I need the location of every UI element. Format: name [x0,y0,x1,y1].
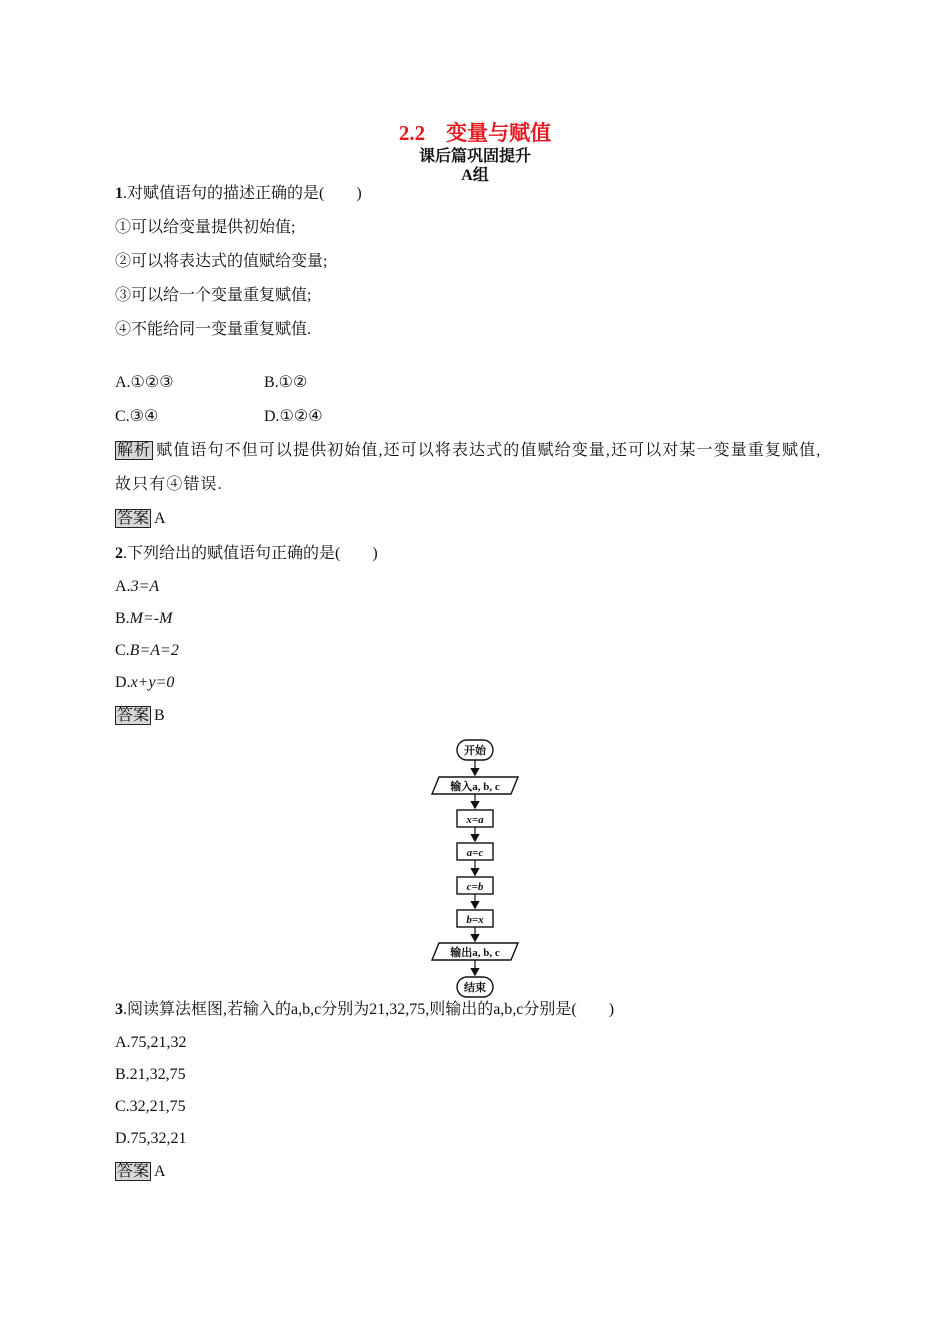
question-1-number: 1 [115,185,123,202]
statement-1: ①可以给变量提供初始值; [115,219,296,236]
option-c: C.③④ [115,408,159,425]
statement-2: ②可以将表达式的值赋给变量; [115,253,328,270]
option-text: M=-M [129,610,173,627]
analysis-text: 赋值语句不但可以提供初始值,还可以将表达式的值赋给变量,还可以对某一变量重复赋值,故只有④错误. [115,442,822,493]
question-3-text: .阅读算法框图,若输入的a,b,c分别为21,32,75,则输出的a,b,c分别是( ) [123,1001,615,1018]
option-label: B. [115,610,130,627]
answer-value: A [154,1163,166,1180]
answer-value: B [154,707,165,724]
option-text: 3=A [130,578,160,595]
option-b: B.①② [264,374,308,391]
answer-tag: 答案 [117,707,150,724]
page-subtitle: 课后篇巩固提升 [418,148,531,165]
question-1-text: .对赋值语句的描述正确的是( ) [123,185,362,202]
option-text: B=A=2 [129,642,179,659]
answer-tag: 答案 [117,510,150,527]
q3-option-a: A.75,21,32 [115,1034,187,1051]
flow-step-1-label: x=a [466,814,484,826]
statement-3: ③可以给一个变量重复赋值; [115,287,312,304]
question-3-number: 3 [115,1001,123,1018]
answer-value: A [154,510,166,527]
flow-start-label: 开始 [464,745,486,757]
option-d: D.①②④ [264,408,323,425]
q3-option-d: D.75,32,21 [115,1130,187,1147]
option-label: D. [115,674,131,691]
flow-step-2-label: a=c [466,847,484,859]
option-a: A.①②③ [115,374,174,391]
flow-output-label: 输出a, b, c [450,947,500,959]
flow-step-4-label: b=x [466,914,484,926]
group-label: A组 [461,167,489,184]
flow-end-label: 结束 [464,982,486,994]
question-3-stem [115,1000,614,1020]
statement-4: ④不能给同一变量重复赋值. [115,321,312,338]
option-label: A. [115,578,131,595]
flow-step-3-label: c=b [466,881,484,893]
question-2-text: .下列给出的赋值语句正确的是( ) [123,545,378,562]
answer-3 [115,1162,166,1182]
q3-option-c: C.32,21,75 [115,1098,186,1115]
option-text: x+y=0 [130,674,175,691]
analysis-tag: 解析 [117,442,152,459]
page-title: 2.2 变量与赋值 [398,121,552,145]
option-label: C. [115,642,130,659]
q3-option-b: B.21,32,75 [115,1066,186,1083]
question-2-number: 2 [115,545,123,562]
answer-tag: 答案 [117,1163,150,1180]
flow-input-label: 输入a, b, c [450,781,500,793]
